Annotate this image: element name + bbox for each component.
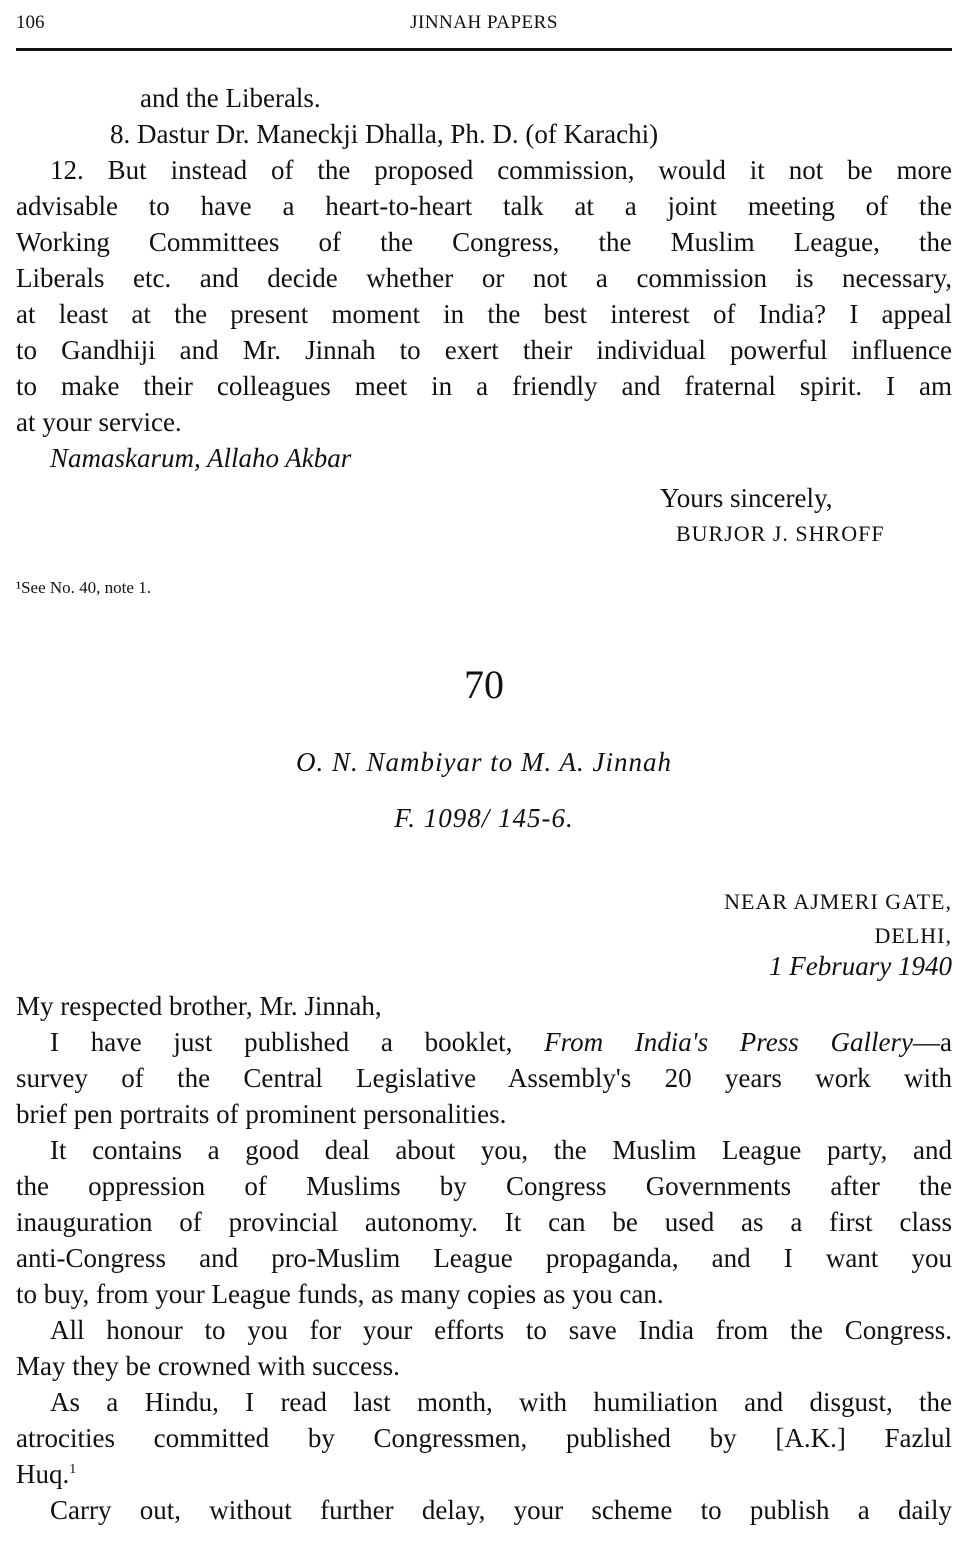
letter1-line: at your service. [16,407,182,437]
document-number: 70 [464,662,504,707]
letter1-line: Liberals etc. and decide whether or not a commission is necessary, [16,263,952,293]
paragraph-line [16,1024,952,1060]
paragraph-line: atrocities committed by Congressmen, published by [A.K.] Fazlul [16,1423,952,1453]
letter1-line: at least at the present moment in the best interest of India? I appeal [16,299,952,329]
paragraph-line: survey of the Central Legislative Assembly's 20 years work with [16,1063,952,1093]
paragraph-line: Carry out, without further delay, your scheme to publish a daily [50,1495,952,1525]
paragraph-line: It contains a good deal about you, the Muslim League party, and [50,1135,952,1165]
letter1-line: to make their colleagues meet in a friendly and fraternal spirit. I am [16,371,952,401]
paragraph-line: May they be crowned with success. [16,1351,400,1381]
paragraph-line: All honour to you for your efforts to save India from the Congress. [50,1315,952,1345]
letter1-line: and the Liberals. [140,83,321,113]
address-line: DELHI, [874,923,952,948]
letter-date: 1 February 1940 [769,951,952,981]
paragraph-text: I have just published a booklet, [50,1027,513,1057]
paragraph-text: Huq. [16,1459,70,1489]
letter1-line: advisable to have a heart-to-heart talk at a joint meeting of the [16,191,952,221]
page-number: 106 [16,12,45,33]
paragraph-line: anti-Congress and pro-Muslim League propaganda, and I want you [16,1243,952,1273]
document-reference: F. 1098/ 145-6. [394,803,574,833]
paragraph-text: —a [913,1027,952,1057]
greeting: My respected brother, Mr. Jinnah, [16,991,382,1021]
paragraph-line: to buy, from your League funds, as many copies as you can. [16,1279,664,1309]
letter1-line: Working Committees of the Congress, the Muslim League, the [16,227,952,257]
document-title: O. N. Nambiyar to M. A. Jinnah [296,747,672,777]
header-rule [16,48,952,51]
footnote-marker: 1 [69,1462,77,1477]
letter1-salutation: Namaskarum, Allaho Akbar [50,443,352,473]
paragraph-line: brief pen portraits of prominent personalities. [16,1099,507,1129]
address-line: NEAR AJMERI GATE, [724,889,952,914]
paragraph-line: inauguration of provincial autonomy. It can be used as a first class [16,1207,952,1237]
letter1-signature: BURJOR J. SHROFF [676,521,885,546]
book-title: From India's Press Gallery [544,1027,914,1057]
paragraph-line: As a Hindu, I read last month, with humiliation and disgust, the [50,1387,952,1417]
paragraph-line: the oppression of Muslims by Congress Governments after the [16,1171,952,1201]
book-page [16,0,952,1548]
letter1-line: 8. Dastur Dr. Maneckji Dhalla, Ph. D. (of Karachi) [110,119,659,149]
running-head [16,10,952,42]
letter1-line: 12. But instead of the proposed commission, would it not be more [50,155,952,185]
letter1-closing: Yours sincerely, [660,483,833,513]
running-title: JINNAH PAPERS [410,12,558,33]
footnote: ¹See No. 40, note 1. [16,578,151,597]
letter1-line: to Gandhiji and Mr. Jinnah to exert their individual powerful influence [16,335,952,365]
paragraph-line [16,1456,952,1492]
